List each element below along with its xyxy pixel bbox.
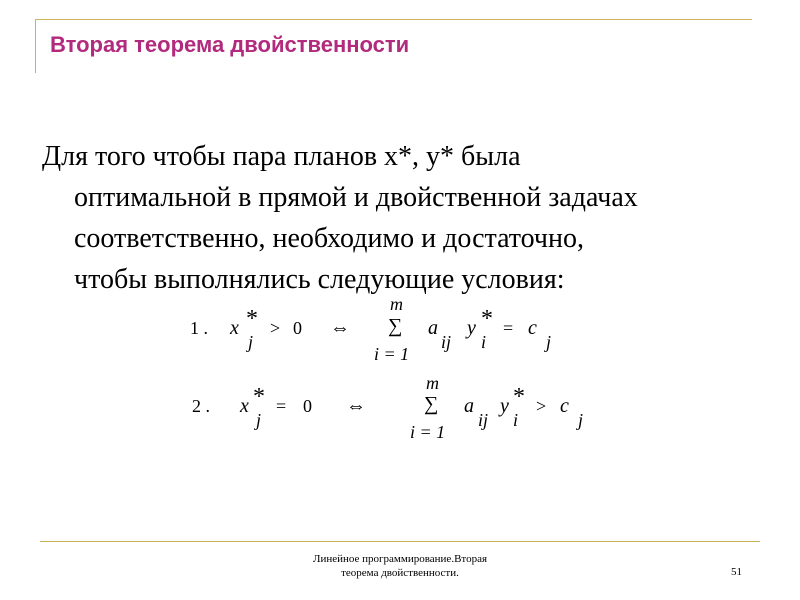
condition-1-y: y — [467, 317, 476, 339]
condition-2-equiv: ⇔ — [346, 395, 366, 417]
condition-2-y: y — [500, 395, 509, 417]
footer-rule — [40, 541, 760, 542]
condition-2-y-star: * — [513, 384, 525, 410]
theorem-line-4: чтобы выполнялись следующие условия: — [74, 264, 565, 295]
condition-1-y-star: * — [481, 306, 493, 332]
condition-2-sum-lower: i = 1 — [410, 422, 446, 442]
theorem-line-3: соответственно, необходимо и достаточно, — [74, 223, 584, 254]
condition-1-sum: ∑ — [388, 315, 403, 337]
condition-1-equiv: ⇔ — [330, 317, 350, 339]
condition-2-sum: ∑ — [424, 393, 439, 415]
condition-1-x-sub-j: j — [248, 332, 254, 352]
theorem-line-2: оптимальной в прямой и двойственной задачах — [74, 182, 638, 213]
theorem-text — [42, 136, 762, 300]
page-number: 51 — [731, 566, 742, 578]
condition-2 — [192, 373, 583, 442]
condition-2-eq: = — [276, 396, 287, 416]
condition-1-eq: = — [503, 318, 514, 338]
condition-2-c-sub-j: j — [578, 410, 584, 430]
condition-2-zero: 0 — [303, 396, 312, 416]
condition-2-x-sub-j: j — [256, 410, 262, 430]
condition-2-a-sub-ij: ij — [478, 410, 489, 430]
condition-2-x-star: * — [253, 384, 265, 410]
condition-1-sum-lower: i = 1 — [374, 344, 410, 364]
condition-2-y-sub-i: i — [513, 410, 519, 430]
condition-1-a-sub-ij: ij — [441, 332, 452, 352]
condition-1-x: x — [230, 317, 239, 339]
footer-caption-line-1: Линейное программирование.Вторая — [312, 553, 488, 565]
footer-caption-line-2: теорема двойственности. — [341, 567, 459, 579]
footer-caption — [280, 552, 520, 580]
theorem-line-1: Для того чтобы пара планов х*, у* была — [42, 141, 521, 172]
condition-1-sum-upper: m — [390, 294, 403, 314]
condition-1-c-sub-j: j — [546, 332, 552, 352]
condition-1-number: 1 . — [190, 318, 208, 338]
condition-2-number: 2 . — [192, 396, 210, 416]
title-frame-left-rule — [35, 19, 36, 73]
condition-2-gt: > — [536, 396, 547, 416]
condition-1-x-star: * — [246, 306, 258, 332]
condition-2-x: x — [240, 395, 249, 417]
condition-2-a: a — [464, 395, 474, 417]
condition-1-gt: > — [270, 318, 281, 338]
slide-title: Вторая теорема двойственности — [50, 32, 410, 57]
condition-1-y-sub-i: i — [481, 332, 487, 352]
condition-1-c: c — [528, 317, 537, 339]
condition-1-zero: 0 — [293, 318, 302, 338]
condition-2-c: c — [560, 395, 569, 417]
condition-1 — [190, 294, 551, 364]
condition-2-sum-upper: m — [426, 373, 439, 393]
condition-1-a: a — [428, 317, 438, 339]
title-frame-top-rule — [35, 19, 752, 20]
